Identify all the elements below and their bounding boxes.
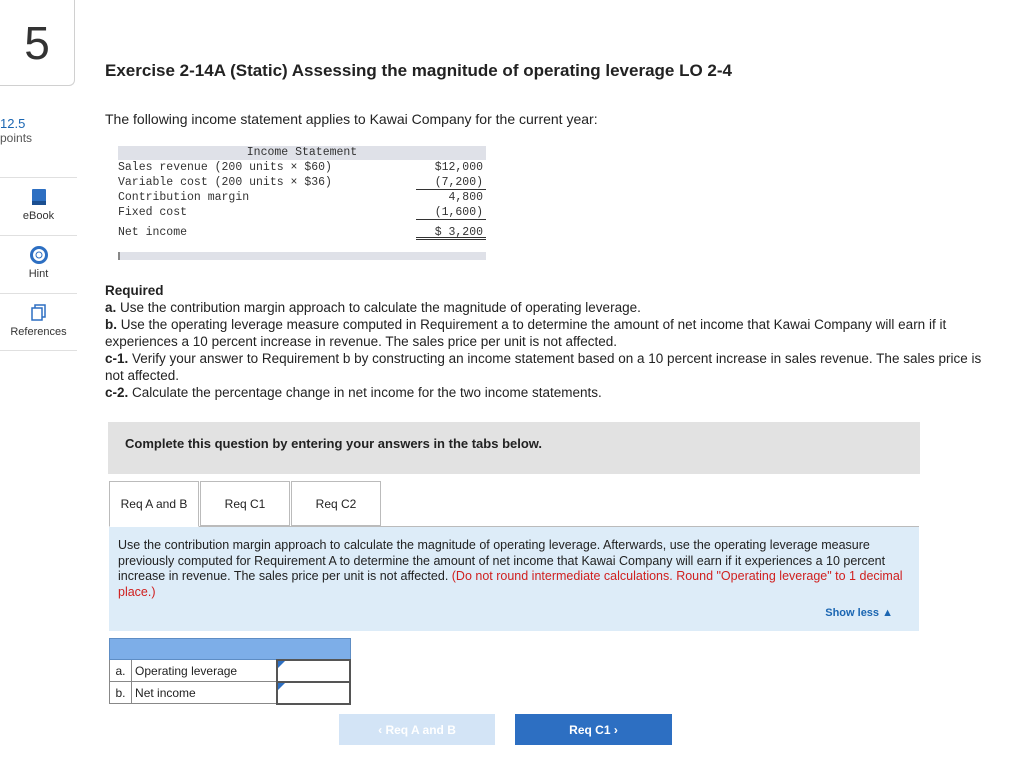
row-label: Sales revenue (200 units × $60) [118, 161, 332, 174]
required-c2-text: Calculate the percentage change in net income for the two income statements. [128, 385, 602, 400]
documents-icon [31, 304, 47, 322]
income-statement [118, 146, 486, 260]
references-label: References [10, 326, 67, 338]
answer-row [110, 682, 351, 704]
book-icon [31, 188, 47, 206]
points-label: points [0, 131, 33, 145]
row-label: Variable cost (200 units × $36) [118, 176, 332, 189]
panel-text: Use the contribution margin approach to calculate the magnitude of operating leverage. Afterwards, use the operating leverage measure previously computed for Requirement A to determine the amount of net income that Kawai Company will earn if it experiences a 10 percent increase in revenue. The sales price per unit is not affected. [118, 538, 886, 583]
intro-text: The following income statement applies to Kawai Company for the current year: [105, 111, 598, 127]
next-tab-button[interactable]: Req C1 › [515, 714, 672, 745]
prev-tab-button[interactable]: ‹ Req A and B [339, 714, 495, 745]
row-label: Fixed cost [118, 206, 188, 219]
tab-req-a-and-b[interactable]: Req A and B [109, 481, 199, 527]
answer-table [109, 638, 351, 705]
row-amount: 4,800 [448, 191, 483, 204]
statement-row [118, 160, 486, 175]
required-c1-text: Verify your answer to Requirement b by constructing an income statement based on a 10 percent increase in sales revenue. The sales price is not affected. [105, 351, 982, 383]
statement-scrollbar[interactable] [118, 252, 486, 260]
required-c2 [105, 384, 1000, 401]
row-amount: $ 3,200 [416, 225, 486, 240]
row-amount: $12,000 [434, 161, 483, 174]
answer-table-header [110, 639, 351, 660]
tab-instructions-panel [109, 527, 919, 631]
points-info [0, 116, 32, 146]
required-a-tag: a. [105, 300, 117, 315]
instructions-box: Complete this question by entering your answers in the tabs below. [108, 422, 920, 474]
answer-letter: a. [110, 660, 132, 682]
tab-bar [109, 481, 382, 527]
hint-label: Hint [28, 268, 49, 280]
net-income-input[interactable] [277, 682, 350, 704]
row-amount: (1,600) [416, 205, 486, 220]
row-label: Net income [118, 226, 188, 239]
tab-req-c2[interactable]: Req C2 [291, 481, 381, 526]
statement-row [118, 205, 486, 220]
ebook-button[interactable] [0, 177, 77, 235]
required-b-text: Use the operating leverage measure computed in Requirement a to determine the amount of net income that Kawai Company will earn if it experiences a 10 percent increase in revenue. The sales price per unit is not affected. [105, 317, 947, 349]
answer-label: Net income [132, 682, 277, 704]
references-button[interactable] [0, 293, 77, 351]
required-b-tag: b. [105, 317, 117, 332]
required-a-text: Use the contribution margin approach to calculate the magnitude of operating leverage. [116, 300, 641, 315]
required-a [105, 299, 1000, 316]
operating-leverage-input[interactable] [277, 660, 350, 682]
required-c1-tag: c-1. [105, 351, 129, 366]
required-c1 [105, 350, 1000, 384]
hint-button[interactable] [0, 235, 77, 293]
show-less-link[interactable]: Show less ▲ [825, 606, 893, 619]
answer-label: Operating leverage [132, 660, 277, 682]
exercise-title: Exercise 2-14A (Static) Assessing the magnitude of operating leverage LO 2-4 [105, 61, 732, 80]
lifebuoy-icon [30, 246, 48, 264]
row-amount: (7,200) [416, 175, 486, 190]
tab-req-c1[interactable]: Req C1 [200, 481, 290, 526]
statement-row [118, 175, 486, 190]
required-section [105, 282, 1000, 401]
income-statement-header: Income Statement [118, 146, 486, 160]
required-c2-tag: c-2. [105, 385, 129, 400]
required-heading: Required [105, 283, 164, 298]
row-label: Contribution margin [118, 191, 250, 204]
ebook-label: eBook [22, 210, 55, 222]
answer-letter: b. [110, 682, 132, 704]
statement-row [118, 190, 486, 205]
panel-note: (Do not round intermediate calculations. Round "Operating leverage" to 1 decimal place.) [118, 569, 903, 599]
required-b [105, 316, 1000, 350]
answer-row [110, 660, 351, 682]
statement-row [118, 225, 486, 240]
points-value: 12.5 [0, 116, 26, 131]
question-number: 5 [0, 0, 75, 86]
